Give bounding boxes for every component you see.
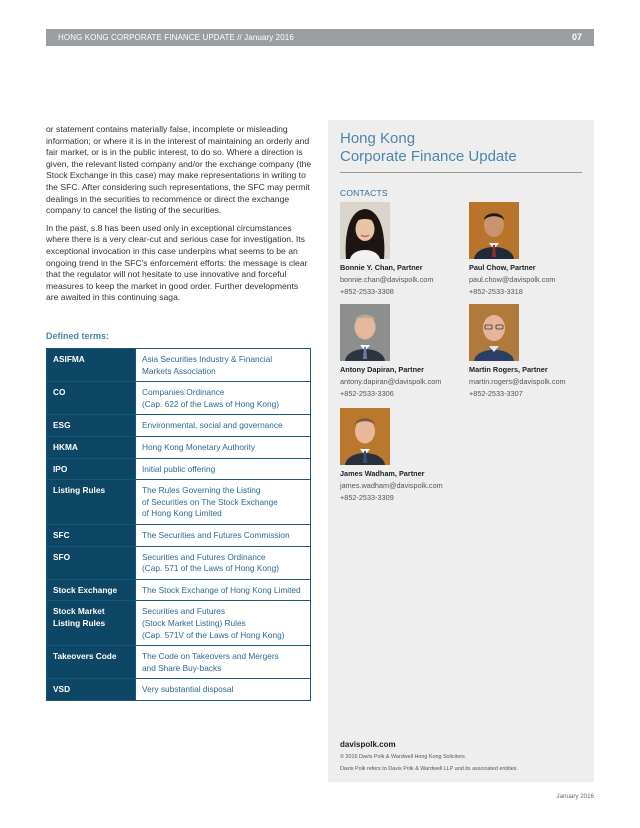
contact-email[interactable]: martin.rogers@davispolk.com (469, 376, 566, 386)
term-abbreviation: Stock Exchange (47, 579, 136, 601)
contact-photo-paul-chow (469, 202, 519, 259)
term-definition: Very substantial disposal (136, 679, 311, 701)
term-definition: Securities and Futures (Stock Market Listing) Rules (Cap. 571V of the Laws of Hong Kong) (136, 601, 311, 646)
article-body (46, 124, 312, 310)
contact-email[interactable]: james.wadham@davispolk.com (340, 480, 443, 490)
term-abbreviation: ESG (47, 415, 136, 437)
term-abbreviation: Listing Rules (47, 480, 136, 525)
page-header (46, 29, 594, 46)
term-definition: Environmental, social and governance (136, 415, 311, 437)
contact-card (469, 304, 589, 399)
term-abbreviation: VSD (47, 679, 136, 701)
defined-term-row (47, 646, 311, 679)
defined-term-row (47, 415, 311, 437)
contact-email[interactable]: bonnie.chan@davispolk.com (340, 274, 434, 284)
contact-photo-james-wadham (340, 408, 390, 465)
defined-term-row (47, 601, 311, 646)
contacts-sidebar (328, 120, 594, 782)
term-definition: The Stock Exchange of Hong Kong Limited (136, 579, 311, 601)
contact-name: Bonnie Y. Chan, Partner (340, 263, 423, 272)
website-link[interactable]: davispolk.com (340, 740, 396, 749)
contact-card (469, 202, 589, 297)
term-definition: The Securities and Futures Commission (136, 524, 311, 546)
defined-term-row (47, 579, 311, 601)
term-definition: Asia Securities Industry & Financial Markets Association (136, 349, 311, 382)
contact-name: Martin Rogers, Partner (469, 365, 548, 374)
term-abbreviation: CO (47, 382, 136, 415)
contact-phone: +852-2533-3307 (469, 388, 523, 398)
contact-name: James Wadham, Partner (340, 469, 425, 478)
defined-terms-table (46, 348, 311, 701)
term-definition: Companies Ordinance (Cap. 622 of the Laws of Hong Kong) (136, 382, 311, 415)
contact-card (340, 304, 460, 399)
contact-phone: +852-2533-3309 (340, 492, 394, 502)
defined-terms-heading: Defined terms: (46, 331, 110, 341)
contact-name: Antony Dapiran, Partner (340, 365, 424, 374)
term-abbreviation: SFC (47, 524, 136, 546)
contacts-heading: CONTACTS (340, 188, 388, 198)
term-definition: The Code on Takeovers and Mergers and Share Buy-backs (136, 646, 311, 679)
page-number: 07 (571, 32, 582, 42)
sidebar-title: Hong Kong Corporate Finance Update (340, 130, 517, 165)
term-definition: Initial public offering (136, 458, 311, 480)
term-abbreviation: Takeovers Code (47, 646, 136, 679)
defined-term-row (47, 382, 311, 415)
term-definition: Securities and Futures Ordinance (Cap. 571 of the Laws of Hong Kong) (136, 546, 311, 579)
term-abbreviation: IPO (47, 458, 136, 480)
defined-term-row (47, 436, 311, 458)
contact-email[interactable]: antony.dapiran@davispolk.com (340, 376, 442, 386)
term-abbreviation: SFO (47, 546, 136, 579)
contact-phone: +852-2533-3306 (340, 388, 394, 398)
contact-phone: +852-2533-3318 (469, 286, 523, 296)
contact-card (340, 408, 460, 503)
contact-photo-martin-rogers (469, 304, 519, 361)
header-title: HONG KONG CORPORATE FINANCE UPDATE // January 2016 (58, 33, 294, 42)
defined-term-row (47, 679, 311, 701)
defined-term-row (47, 480, 311, 525)
contact-email[interactable]: paul.chow@davispolk.com (469, 274, 556, 284)
contact-photo-antony-dapiran (340, 304, 390, 361)
copyright-notice: © 2016 Davis Polk & Wardwell Hong Kong Solicitors (340, 754, 465, 760)
contact-photo-bonnie-chan (340, 202, 390, 259)
term-abbreviation: Stock Market Listing Rules (47, 601, 136, 646)
footer-date: January 2016 (556, 793, 594, 800)
term-definition: Hong Kong Monetary Authority (136, 436, 311, 458)
defined-term-row (47, 524, 311, 546)
sidebar-divider (340, 172, 582, 173)
contact-card (340, 202, 460, 297)
entity-note: Davis Polk refers to Davis Polk & Wardwell LLP and its associated entities. (340, 766, 518, 772)
contact-phone: +852-2533-3308 (340, 286, 394, 296)
body-paragraph: In the past, s.8 has been used only in exceptional circumstances where there is a very clear-cut and serious case for investigation. Its exceptional invocation in this case underpins what seems to be an ongoing trend in the SFC’s enforcement efforts: the message is clear that the regulator will not hesitate to use innovative and forceful measures to keep the market in good order. Further developments are awaited in this continuing saga. (46, 222, 308, 303)
contact-name: Paul Chow, Partner (469, 263, 536, 272)
defined-term-row (47, 546, 311, 579)
term-definition: The Rules Governing the Listing of Securities on The Stock Exchange of Hong Kong Limited (136, 480, 311, 525)
defined-term-row (47, 458, 311, 480)
body-paragraph: or statement contains materially false, incomplete or misleading information; or where it is in the interest of maintaining an orderly and fair market, or is in the public interest, to do so. Where a direction is given, the relevant listed company and/or the exchange company (the Stock Exchange in this case) may make representations in writing to the SFC. After considering such representations, the SFC may permit dealings in the securities to recommence or direct the exchange company to cancel the listing of the securities. (46, 124, 312, 216)
term-abbreviation: ASIFMA (47, 349, 136, 382)
defined-term-row (47, 349, 311, 382)
term-abbreviation: HKMA (47, 436, 136, 458)
